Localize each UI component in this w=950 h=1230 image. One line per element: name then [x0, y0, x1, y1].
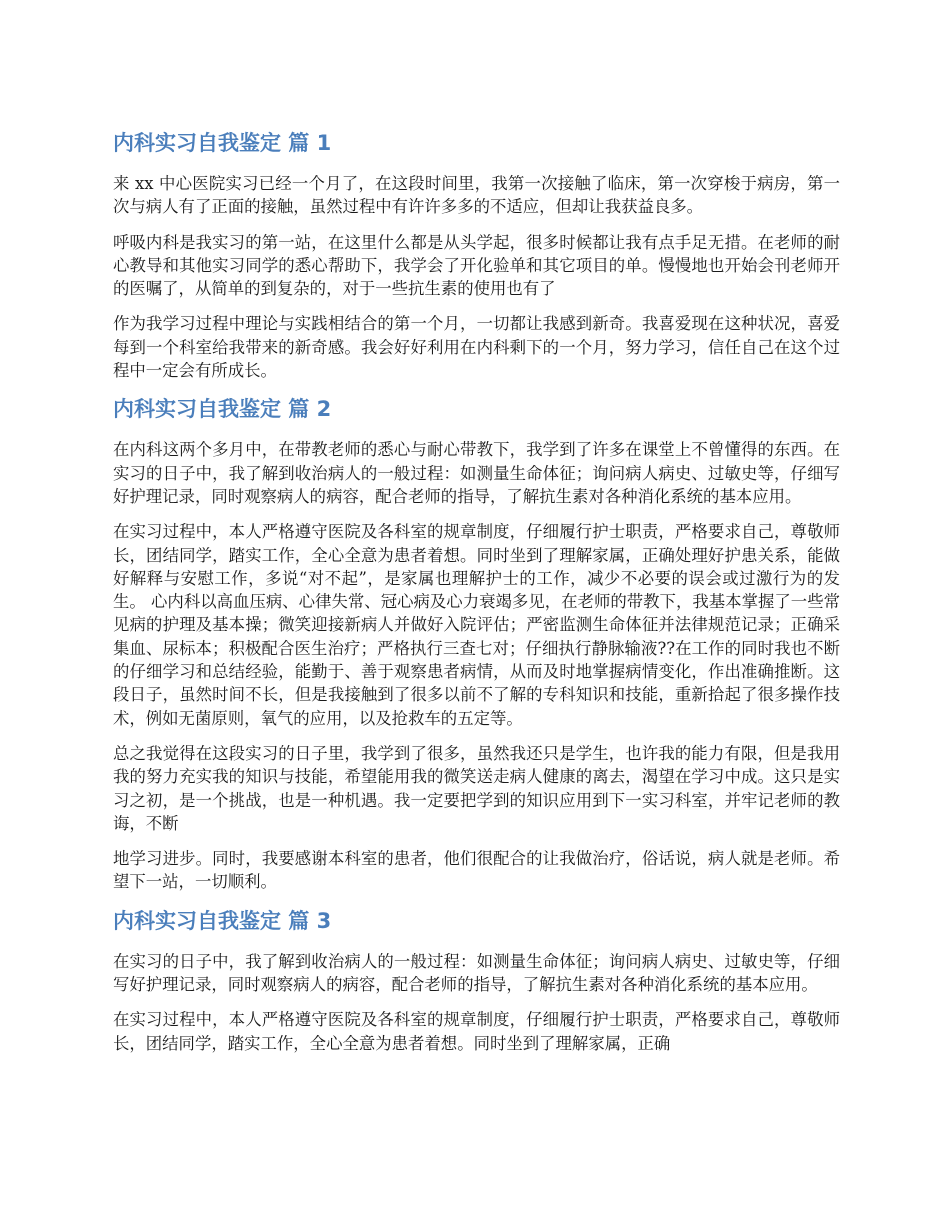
paragraph: 作为我学习过程中理论与实践相结合的第一个月，一切都让我感到新奇。我喜爱现在这种状况，喜爱每到一个科室给我带来的新奇感。我会好好利用在内科剩下的一个月，努力学习，信任自己在这个过程中一定会有所成长。 [113, 314, 840, 381]
paragraph: 在实习的日子中，我了解到收治病人的一般过程：如测量生命体征；询问病人病史、过敏史等，仔细写好护理记录，同时观察病人的病容，配合老师的指导，了解抗生素对各种消化系统的基本应用。 [113, 951, 840, 995]
section-3 [113, 906, 840, 1055]
paragraph: 呼吸内科是我实习的第一站，在这里什么都是从头学起，很多时候都让我有点手足无措。在老师的耐心教导和其他实习同学的悉心帮助下，我学会了开化验单和其它项目的单。慢慢地也开始会刊老师开的医嘱了，从简单的到复杂的，对于一些抗生素的使用也有了 [113, 232, 840, 299]
section-2 [113, 394, 840, 893]
document-page [113, 128, 840, 1067]
section-heading: 内科实习自我鉴定 篇 3 [113, 908, 332, 933]
paragraph: 在实习过程中，本人严格遵守医院及各科室的规章制度，仔细履行护士职责，严格要求自己，尊敬师长，团结同学，踏实工作，全心全意为患者着想。同时坐到了理解家属，正确 [113, 1010, 840, 1053]
paragraph: 地学习进步。同时，我要感谢本科室的患者，他们很配合的让我做治疗，俗话说，病人就是老师。希望下一站，一切顺利。 [113, 849, 840, 892]
paragraph: 在内科这两个多月中，在带教老师的悉心与耐心带教下，我学到了许多在课堂上不曾懂得的东西。在实习的日子中，我了解到收治病人的一般过程：如测量生命体征；询问病人病史、过敏史等，仔细写好护理记录，同时观察病人的病容，配合老师的指导，了解抗生素对各种消化系统的基本应用。 [113, 440, 840, 506]
paragraph: 总之我觉得在这段实习的日子里，我学到了很多，虽然我还只是学生，也许我的能力有限，但是我用我的努力充实我的知识与技能，希望能用我的微笑送走病人健康的离去，渴望在学习中成。这只是实习之初，是一个挑战，也是一种机遇。我一定要把学到的知识应用到下一实习科室，并牢记老师的教诲，不断 [113, 743, 840, 833]
section-1 [113, 128, 840, 382]
paragraph: 在实习过程中，本人严格遵守医院及各科室的规章制度，仔细履行护士职责，严格要求自己，尊敬师长，团结同学，踏实工作，全心全意为患者着想。同时坐到了理解家属，正确处理好护患关系，能做好解释与安慰工作，多说“对不起”，是家属也理解护士的工作，减少不必要的误会或过激行为的发生。 心内科以高血压病、心律失常、冠心病及心力衰竭多见，在老师的带教下，我基本掌握了一些常见病的护理及基本操；微笑迎接新病人并做好入院评估；严密监测生命体征并法律规范记录；正确采集血、尿标本；积极配合医生治疗；严格执行三查七对；仔细执行静脉输液??在工作的同时我也不断的仔细学习和总结经验，能勤于、善于观察患者病情，从而及时地掌握病情变化，作出准确推断。这段日子，虽然时间不长，但是我接触到了很多以前不了解的专科知识和技能，重新拾起了很多操作技术，例如无菌原则，氧气的应用，以及抢救车的五定等。 [113, 522, 840, 728]
section-heading: 内科实习自我鉴定 篇 1 [113, 131, 332, 155]
paragraph: 来 xx 中心医院实习已经一个月了，在这段时间里，我第一次接触了临床，第一次穿梭于病房，第一次与病人有了正面的接触，虽然过程中有许许多多的不适应，但却让我获益良多。 [113, 174, 840, 217]
section-heading: 内科实习自我鉴定 篇 2 [113, 397, 332, 422]
